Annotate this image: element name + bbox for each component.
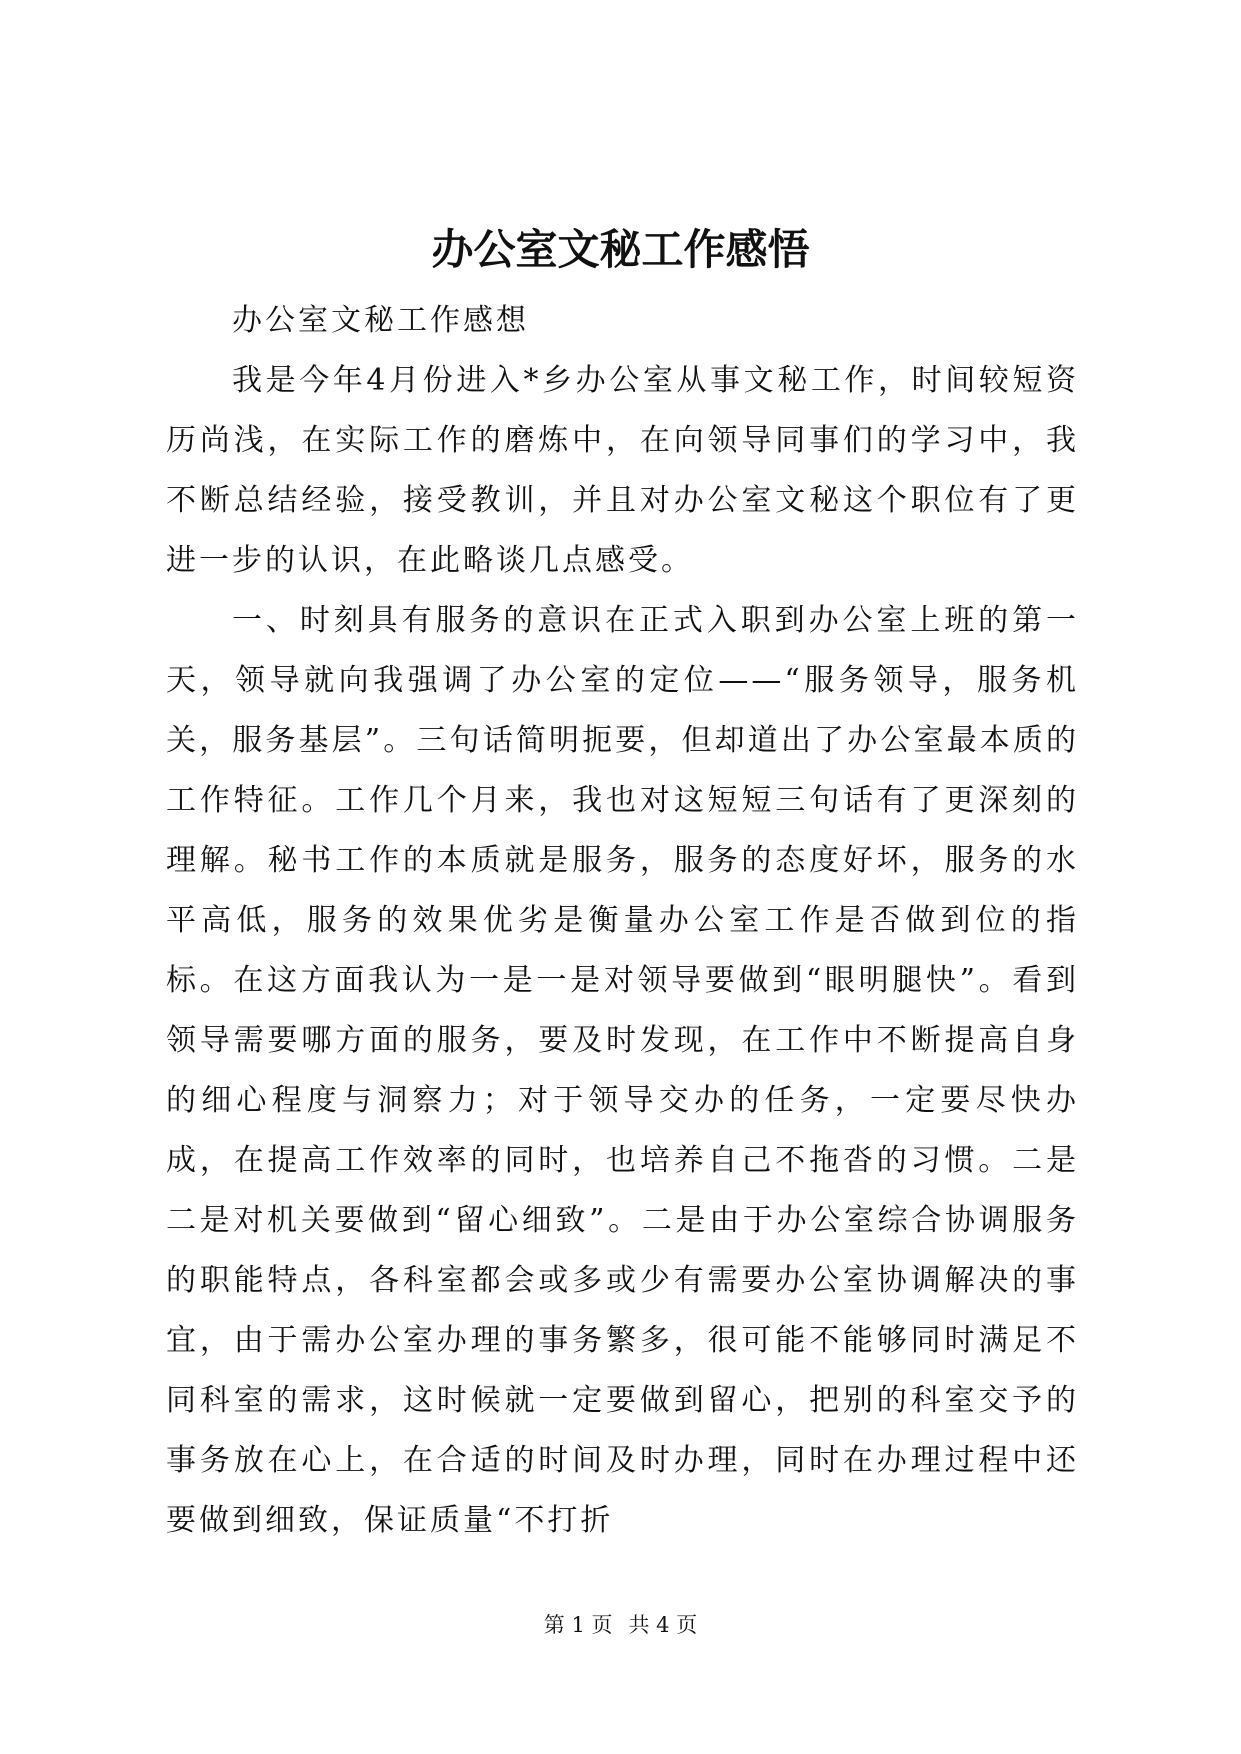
- page-total: 共 4 页: [628, 1613, 698, 1637]
- paragraph-section-one: 一、时刻具有服务的意识在正式入职到办公室上班的第一天，领导就向我强调了办公室的定位——“服务领导，服务机关，服务基层”。三句话简明扼要，但却道出了办公室最本质的工作特征。工作几个月来，我也对这短短三句话有了更深刻的理解。秘书工作的本质就是服务，服务的态度好坏，服务的水平高低，服务的效果优劣是衡量办公室工作是否做到位的指标。在这方面我认为一是一是对领导要做到“眼明腿快”。看到领导需要哪方面的服务，要及时发现，在工作中不断提高自身的细心程度与洞察力；对于领导交办的任务，一定要尽快办成，在提高工作效率的同时，也培养自己不拖沓的习惯。二是二是对机关要做到“留心细致”。二是由于办公室综合协调服务的职能特点，各科室都会或多或少有需要办公室协调解决的事宜，由于需办公室办理的事务繁多，很可能不能够同时满足不同科室的需求，这时候就一定要做到留心，把别的科室交予的事务放在心上，在合适的时间及时办理，同时在办理过程中还要做到细致，保证质量“不打折: [166, 603, 1079, 1538]
- document-title: 办公室文秘工作感悟: [431, 225, 810, 274]
- paragraph-intro: 我是今年4月份进入*乡办公室从事文秘工作，时间较短资历尚浅，在实际工作的磨炼中，在向领导同事们的学习中，我不断总结经验，接受教训，并且对办公室文秘这个职位有了更进一步的认识，在此略谈几点感受。: [166, 363, 1079, 578]
- page-number: 第 1 页: [543, 1613, 613, 1637]
- document-body: [166, 291, 1079, 1551]
- page-footer: [0, 1610, 1241, 1640]
- paragraph-subtitle: 办公室文秘工作感想: [232, 303, 529, 338]
